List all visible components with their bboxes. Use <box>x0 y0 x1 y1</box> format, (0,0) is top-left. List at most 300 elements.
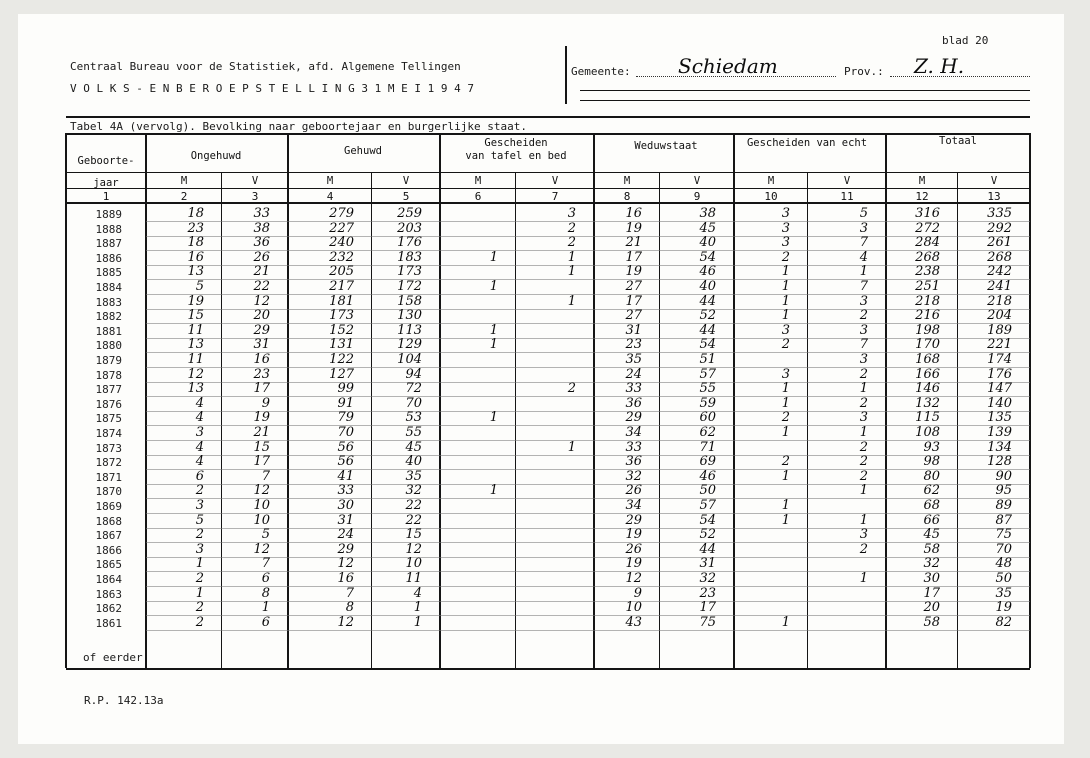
table-cell: 10 <box>405 556 422 572</box>
table-cell: 21 <box>253 264 270 280</box>
header-rule-1 <box>580 90 1030 91</box>
group-header-ongehuwd: Ongehuwd <box>190 150 242 162</box>
table-cell: 26 <box>625 483 642 499</box>
column-number: 11 <box>840 190 854 203</box>
table-cell: 2 <box>781 337 790 353</box>
group-header-gehuwd: Gehuwd <box>344 145 382 157</box>
table-cell: 139 <box>987 425 1012 440</box>
table-cell: 23 <box>625 337 642 353</box>
table-cell: 16 <box>187 249 204 265</box>
table-cell: 58 <box>923 614 940 630</box>
table-cell: 19 <box>187 293 204 309</box>
table-cell: 52 <box>699 308 716 324</box>
prov-value: Z. H. <box>914 54 965 78</box>
birth-year: 1885 <box>95 266 122 280</box>
table-cell: 1 <box>781 614 790 630</box>
table-caption: Tabel 4A (vervolg). Bevolking naar geboortejaar en burgerlijke staat. <box>70 120 527 133</box>
table-cell: 70 <box>405 395 422 411</box>
table-cell: 12 <box>187 366 204 382</box>
table-cell: 34 <box>625 425 642 440</box>
table-cell: 33 <box>625 381 642 397</box>
table-cell: 2 <box>859 439 868 455</box>
sex-label: M <box>474 175 482 187</box>
sex-label: M <box>918 175 926 187</box>
birth-year: 1862 <box>95 602 122 616</box>
table-cell: 6 <box>261 571 270 586</box>
birth-year: 1877 <box>95 383 122 397</box>
sex-label: M <box>326 175 334 187</box>
birth-year: 1876 <box>95 397 122 411</box>
table-cell: 2 <box>859 454 868 470</box>
column-rule <box>439 133 441 668</box>
table-cell: 62 <box>923 483 940 499</box>
table-cell: 62 <box>699 425 716 440</box>
table-cell: 72 <box>405 381 422 397</box>
table-cell: 55 <box>405 425 422 440</box>
table-cell: 3 <box>859 322 868 338</box>
table-cell: 19 <box>995 600 1012 616</box>
table-cell: 3 <box>195 425 204 440</box>
table-cell: 40 <box>699 235 716 251</box>
table-cell: 1 <box>859 381 868 397</box>
table-cell: 5 <box>195 512 204 528</box>
table-cell: 89 <box>995 498 1012 513</box>
table-cell: 1 <box>489 483 498 499</box>
table-cell: 176 <box>987 366 1012 382</box>
year-mid-rule <box>66 172 146 173</box>
table-cell: 279 <box>329 206 354 221</box>
table-cell: 1 <box>489 337 498 353</box>
table-cell: 15 <box>253 439 270 455</box>
table-cell: 75 <box>995 527 1012 543</box>
table-cell: 232 <box>329 249 354 265</box>
table-cell: 4 <box>195 410 204 426</box>
table-cell: 11 <box>405 571 422 586</box>
table-cell: 127 <box>329 366 354 382</box>
table-cell: 5 <box>859 206 868 221</box>
group-header-weduwstaat: Weduwstaat <box>634 140 698 152</box>
table-cell: 1 <box>489 249 498 265</box>
table-cell: 12 <box>625 571 642 586</box>
table-cell: 54 <box>699 337 716 353</box>
table-cell: 52 <box>699 527 716 543</box>
table-cell: 38 <box>253 220 270 236</box>
table-cell: 7 <box>261 468 270 484</box>
census-title: V O L K S - E N B E R O E P S T E L L I N G 3 1 M E I 1 9 4 7 <box>70 82 474 95</box>
table-cell: 43 <box>625 614 642 630</box>
birth-year: 1869 <box>95 500 122 513</box>
table-cell: 1 <box>781 512 790 528</box>
table-cell: 19 <box>625 220 642 236</box>
table-cell: 44 <box>699 322 716 338</box>
table-cell: 1 <box>567 293 576 309</box>
table-cell: 9 <box>261 395 270 411</box>
table-cell: 53 <box>405 410 422 426</box>
table-cell: 27 <box>625 279 642 294</box>
table-cell: 17 <box>253 454 270 470</box>
table-cell: 3 <box>859 220 868 236</box>
table-cell: 30 <box>337 498 354 513</box>
table-cell: 7 <box>261 556 270 572</box>
table-cell: 35 <box>405 468 422 484</box>
table-cell: 12 <box>405 541 422 557</box>
table-cell: 173 <box>329 308 354 324</box>
table-cell: 20 <box>253 308 270 324</box>
table-cell: 1 <box>567 249 576 265</box>
table-cell: 2 <box>859 395 868 411</box>
table-cell: 1 <box>781 468 790 484</box>
table-cell: 35 <box>995 585 1012 601</box>
table-cell: 1 <box>489 410 498 426</box>
table-cell: 17 <box>923 585 940 601</box>
table-cell: 168 <box>915 352 940 367</box>
table-cell: 22 <box>253 279 270 294</box>
sex-label: M <box>767 175 775 187</box>
table-cell: 82 <box>995 614 1012 630</box>
table-cell: 3 <box>781 235 790 251</box>
table-cell: 38 <box>699 206 716 221</box>
table-cell: 7 <box>345 585 354 601</box>
table-cell: 45 <box>699 220 716 236</box>
table-cell: 94 <box>405 366 422 382</box>
table-cell: 19 <box>625 527 642 543</box>
table-cell: 32 <box>923 556 940 572</box>
sex-label: V <box>251 175 259 187</box>
birth-year: 1886 <box>95 251 122 265</box>
header-divider <box>565 46 567 104</box>
table-cell: 50 <box>699 483 716 499</box>
birth-year: 1874 <box>95 427 122 440</box>
table-cell: 40 <box>405 454 422 470</box>
table-cell: 1 <box>489 279 498 294</box>
table-cell: 17 <box>699 600 716 616</box>
table-cell: 45 <box>923 527 940 543</box>
table-cell: 3 <box>859 293 868 309</box>
table-cell: 4 <box>195 439 204 455</box>
table-cell: 2 <box>195 614 204 630</box>
table-cell: 176 <box>397 235 422 251</box>
table-cell: 3 <box>781 322 790 338</box>
group-header-gescheiden-tafel-line1: Gescheiden <box>484 137 548 149</box>
table-cell: 26 <box>253 249 270 265</box>
table-cell: 46 <box>699 264 716 280</box>
table-cell: 34 <box>625 498 642 513</box>
table-cell: 152 <box>329 322 354 338</box>
table-cell: 292 <box>987 220 1012 236</box>
table-cell: 140 <box>987 395 1012 411</box>
table-cell: 268 <box>987 249 1012 265</box>
table-cell: 56 <box>337 439 354 455</box>
table-cell: 1 <box>781 293 790 309</box>
prov-label: Prov.: <box>844 65 884 78</box>
birth-year: 1861 <box>95 616 122 630</box>
column-number: 13 <box>987 190 1001 203</box>
table-cell: 54 <box>699 249 716 265</box>
table-cell: 75 <box>699 614 716 630</box>
year-header-line2: jaar <box>93 177 119 189</box>
table-cell: 13 <box>187 337 204 353</box>
table-cell: 166 <box>915 366 940 382</box>
bureau-line: Centraal Bureau voor de Statistiek, afd. Algemene Tellingen <box>70 60 461 73</box>
table-cell: 2 <box>781 410 790 426</box>
table-cell: 41 <box>337 468 354 484</box>
table-cell: 122 <box>329 352 354 367</box>
column-number: 1 <box>102 190 110 203</box>
table-cell: 2 <box>195 600 204 616</box>
table-cell: 268 <box>915 249 940 265</box>
table-cell: 3 <box>859 410 868 426</box>
table-cell: 8 <box>261 585 270 601</box>
table-cell: 134 <box>987 439 1012 455</box>
birth-year: 1888 <box>95 222 122 236</box>
table-cell: 218 <box>987 293 1012 309</box>
table-cell: 115 <box>915 410 940 426</box>
birth-year: 1887 <box>95 237 122 251</box>
table-cell: 56 <box>337 454 354 470</box>
gemeente-underline <box>636 76 836 78</box>
table-cell: 284 <box>915 235 940 251</box>
table-cell: 71 <box>699 439 716 455</box>
birth-year: 1872 <box>95 456 122 470</box>
table-top-rule <box>66 116 1030 118</box>
group-header-gescheiden-echt: Gescheiden van echt <box>746 137 868 149</box>
table-cell: 108 <box>915 425 940 440</box>
table-cell: 31 <box>625 322 642 338</box>
column-number: 9 <box>693 190 701 203</box>
table-cell: 44 <box>699 541 716 557</box>
table-cell: 54 <box>699 512 716 528</box>
table-cell: 70 <box>995 541 1012 557</box>
table-cell: 12 <box>253 541 270 557</box>
header-rule-2 <box>580 100 1030 101</box>
table-cell: 1 <box>413 614 422 630</box>
table-cell: 68 <box>923 498 940 513</box>
table-cell: 40 <box>699 279 716 294</box>
row-underline <box>146 630 1030 631</box>
table-cell: 70 <box>337 425 354 440</box>
table-cell: 32 <box>405 483 422 499</box>
table-cell: 1 <box>781 395 790 411</box>
table-cell: 7 <box>859 235 868 251</box>
sex-label: M <box>623 175 631 187</box>
table-cell: 5 <box>261 527 270 543</box>
table-cell: 31 <box>337 512 354 528</box>
table-cell: 12 <box>337 614 354 630</box>
table-cell: 57 <box>699 498 716 513</box>
gemeente-value: Schiedam <box>678 54 778 78</box>
column-rule <box>1029 133 1031 668</box>
table-cell: 1 <box>489 322 498 338</box>
table-cell: 216 <box>915 308 940 324</box>
table-cell: 129 <box>397 337 422 353</box>
sex-label: V <box>551 175 559 187</box>
column-number: 2 <box>180 190 188 203</box>
table-cell: 16 <box>337 571 354 586</box>
table-cell: 131 <box>329 337 354 353</box>
table-cell: 173 <box>397 264 422 280</box>
table-cell: 2 <box>859 308 868 324</box>
birth-year: 1889 <box>95 208 122 221</box>
table-cell: 3 <box>859 352 868 367</box>
table-cell: 1 <box>195 585 204 601</box>
table-cell: 135 <box>987 410 1012 426</box>
table-cell: 32 <box>625 468 642 484</box>
table-cell: 18 <box>187 235 204 251</box>
table-cell: 238 <box>915 264 940 280</box>
table-cell: 1 <box>781 381 790 397</box>
table-cell: 3 <box>781 220 790 236</box>
table-cell: 1 <box>261 600 270 616</box>
table-cell: 11 <box>187 322 204 338</box>
page-label: blad 20 <box>942 34 989 47</box>
table-cell: 189 <box>987 322 1012 338</box>
table-cell: 19 <box>625 264 642 280</box>
table-cell: 31 <box>699 556 716 572</box>
table-cell: 205 <box>329 264 354 280</box>
last-row-label: of eerder <box>83 651 143 664</box>
birth-year: 1866 <box>95 543 122 557</box>
column-number: 3 <box>251 190 259 203</box>
table-cell: 19 <box>625 556 642 572</box>
table-cell: 91 <box>337 395 354 411</box>
birth-year: 1878 <box>95 368 122 382</box>
table-cell: 16 <box>253 352 270 367</box>
table-cell: 221 <box>987 337 1012 353</box>
table-cell: 11 <box>187 352 204 367</box>
table-cell: 2 <box>859 366 868 382</box>
birth-year: 1867 <box>95 529 122 543</box>
birth-year: 1880 <box>95 339 122 353</box>
table-cell: 32 <box>699 571 716 586</box>
table-cell: 8 <box>345 600 354 616</box>
sex-label: V <box>402 175 410 187</box>
table-cell: 29 <box>625 410 642 426</box>
table-cell: 19 <box>253 410 270 426</box>
table-cell: 2 <box>567 220 576 236</box>
form-code: R.P. 142.13a <box>84 694 164 707</box>
table-cell: 203 <box>397 220 422 236</box>
table-cell: 2 <box>195 483 204 499</box>
table-cell: 23 <box>699 585 716 601</box>
table-cell: 23 <box>187 220 204 236</box>
table-cell: 3 <box>781 206 790 221</box>
column-number: 5 <box>402 190 410 203</box>
group-header-gescheiden-tafel-line2: van tafel en bed <box>465 150 567 162</box>
table-cell: 261 <box>987 235 1012 251</box>
table-cell: 130 <box>397 308 422 324</box>
table-cell: 60 <box>699 410 716 426</box>
birth-year: 1871 <box>95 470 122 484</box>
table-cell: 128 <box>987 454 1012 470</box>
table-cell: 57 <box>699 366 716 382</box>
table-cell: 36 <box>625 454 642 470</box>
table-cell: 7 <box>859 279 868 294</box>
table-cell: 1 <box>859 264 868 280</box>
table-cell: 21 <box>625 235 642 251</box>
column-number: 12 <box>915 190 929 203</box>
table-cell: 21 <box>253 425 270 440</box>
table-cell: 17 <box>625 293 642 309</box>
table-cell: 2 <box>567 381 576 397</box>
table-cell: 15 <box>187 308 204 324</box>
column-number: 7 <box>551 190 559 203</box>
birth-year: 1881 <box>95 324 122 338</box>
table-cell: 12 <box>253 293 270 309</box>
birth-year: 1863 <box>95 587 122 601</box>
table-cell: 36 <box>625 395 642 411</box>
birth-year: 1870 <box>95 485 122 499</box>
table-cell: 5 <box>195 279 204 294</box>
table-cell: 29 <box>253 322 270 338</box>
table-cell: 241 <box>987 279 1012 294</box>
table-cell: 7 <box>859 337 868 353</box>
table-cell: 2 <box>781 249 790 265</box>
table-cell: 227 <box>329 220 354 236</box>
birth-year: 1875 <box>95 412 122 426</box>
table-cell: 29 <box>625 512 642 528</box>
birth-year: 1868 <box>95 514 122 528</box>
table-cell: 104 <box>397 352 422 367</box>
table-cell: 90 <box>995 468 1012 484</box>
table-cell: 44 <box>699 293 716 309</box>
table-cell: 55 <box>699 381 716 397</box>
table-cell: 4 <box>195 454 204 470</box>
column-number: 6 <box>474 190 482 203</box>
table-cell: 22 <box>405 498 422 513</box>
table-cell: 33 <box>337 483 354 499</box>
table-cell: 1 <box>781 264 790 280</box>
table-cell: 3 <box>859 527 868 543</box>
table-cell: 2 <box>195 571 204 586</box>
table-cell: 18 <box>187 206 204 221</box>
table-cell: 272 <box>915 220 940 236</box>
table-cell: 13 <box>187 381 204 397</box>
table-cell: 35 <box>625 352 642 367</box>
table-cell: 12 <box>337 556 354 572</box>
table-cell: 1 <box>859 425 868 440</box>
numbers-row-rule <box>66 188 1030 189</box>
table-cell: 12 <box>253 483 270 499</box>
table-cell: 6 <box>261 614 270 630</box>
birth-year: 1865 <box>95 558 122 572</box>
table-cell: 1 <box>859 512 868 528</box>
table-cell: 113 <box>397 322 422 338</box>
table-cell: 50 <box>995 571 1012 586</box>
table-cell: 33 <box>625 439 642 455</box>
table-cell: 16 <box>625 206 642 221</box>
table-cell: 170 <box>915 337 940 353</box>
table-cell: 1 <box>567 439 576 455</box>
table-cell: 27 <box>625 308 642 324</box>
table-cell: 33 <box>253 206 270 221</box>
table-cell: 172 <box>397 279 422 294</box>
table-cell: 251 <box>915 279 940 294</box>
table-cell: 10 <box>253 512 270 528</box>
birth-year: 1873 <box>95 441 122 455</box>
table-cell: 4 <box>413 585 422 601</box>
table-cell: 6 <box>195 468 204 484</box>
table-cell: 3 <box>781 366 790 382</box>
table-cell: 1 <box>781 308 790 324</box>
table-cell: 2 <box>781 454 790 470</box>
table-cell: 146 <box>915 381 940 397</box>
table-cell: 23 <box>253 366 270 382</box>
table-cell: 36 <box>253 235 270 251</box>
gemeente-label: Gemeente: <box>571 65 631 78</box>
table-cell: 1 <box>859 483 868 499</box>
table-cell: 10 <box>253 498 270 513</box>
table-cell: 48 <box>995 556 1012 572</box>
